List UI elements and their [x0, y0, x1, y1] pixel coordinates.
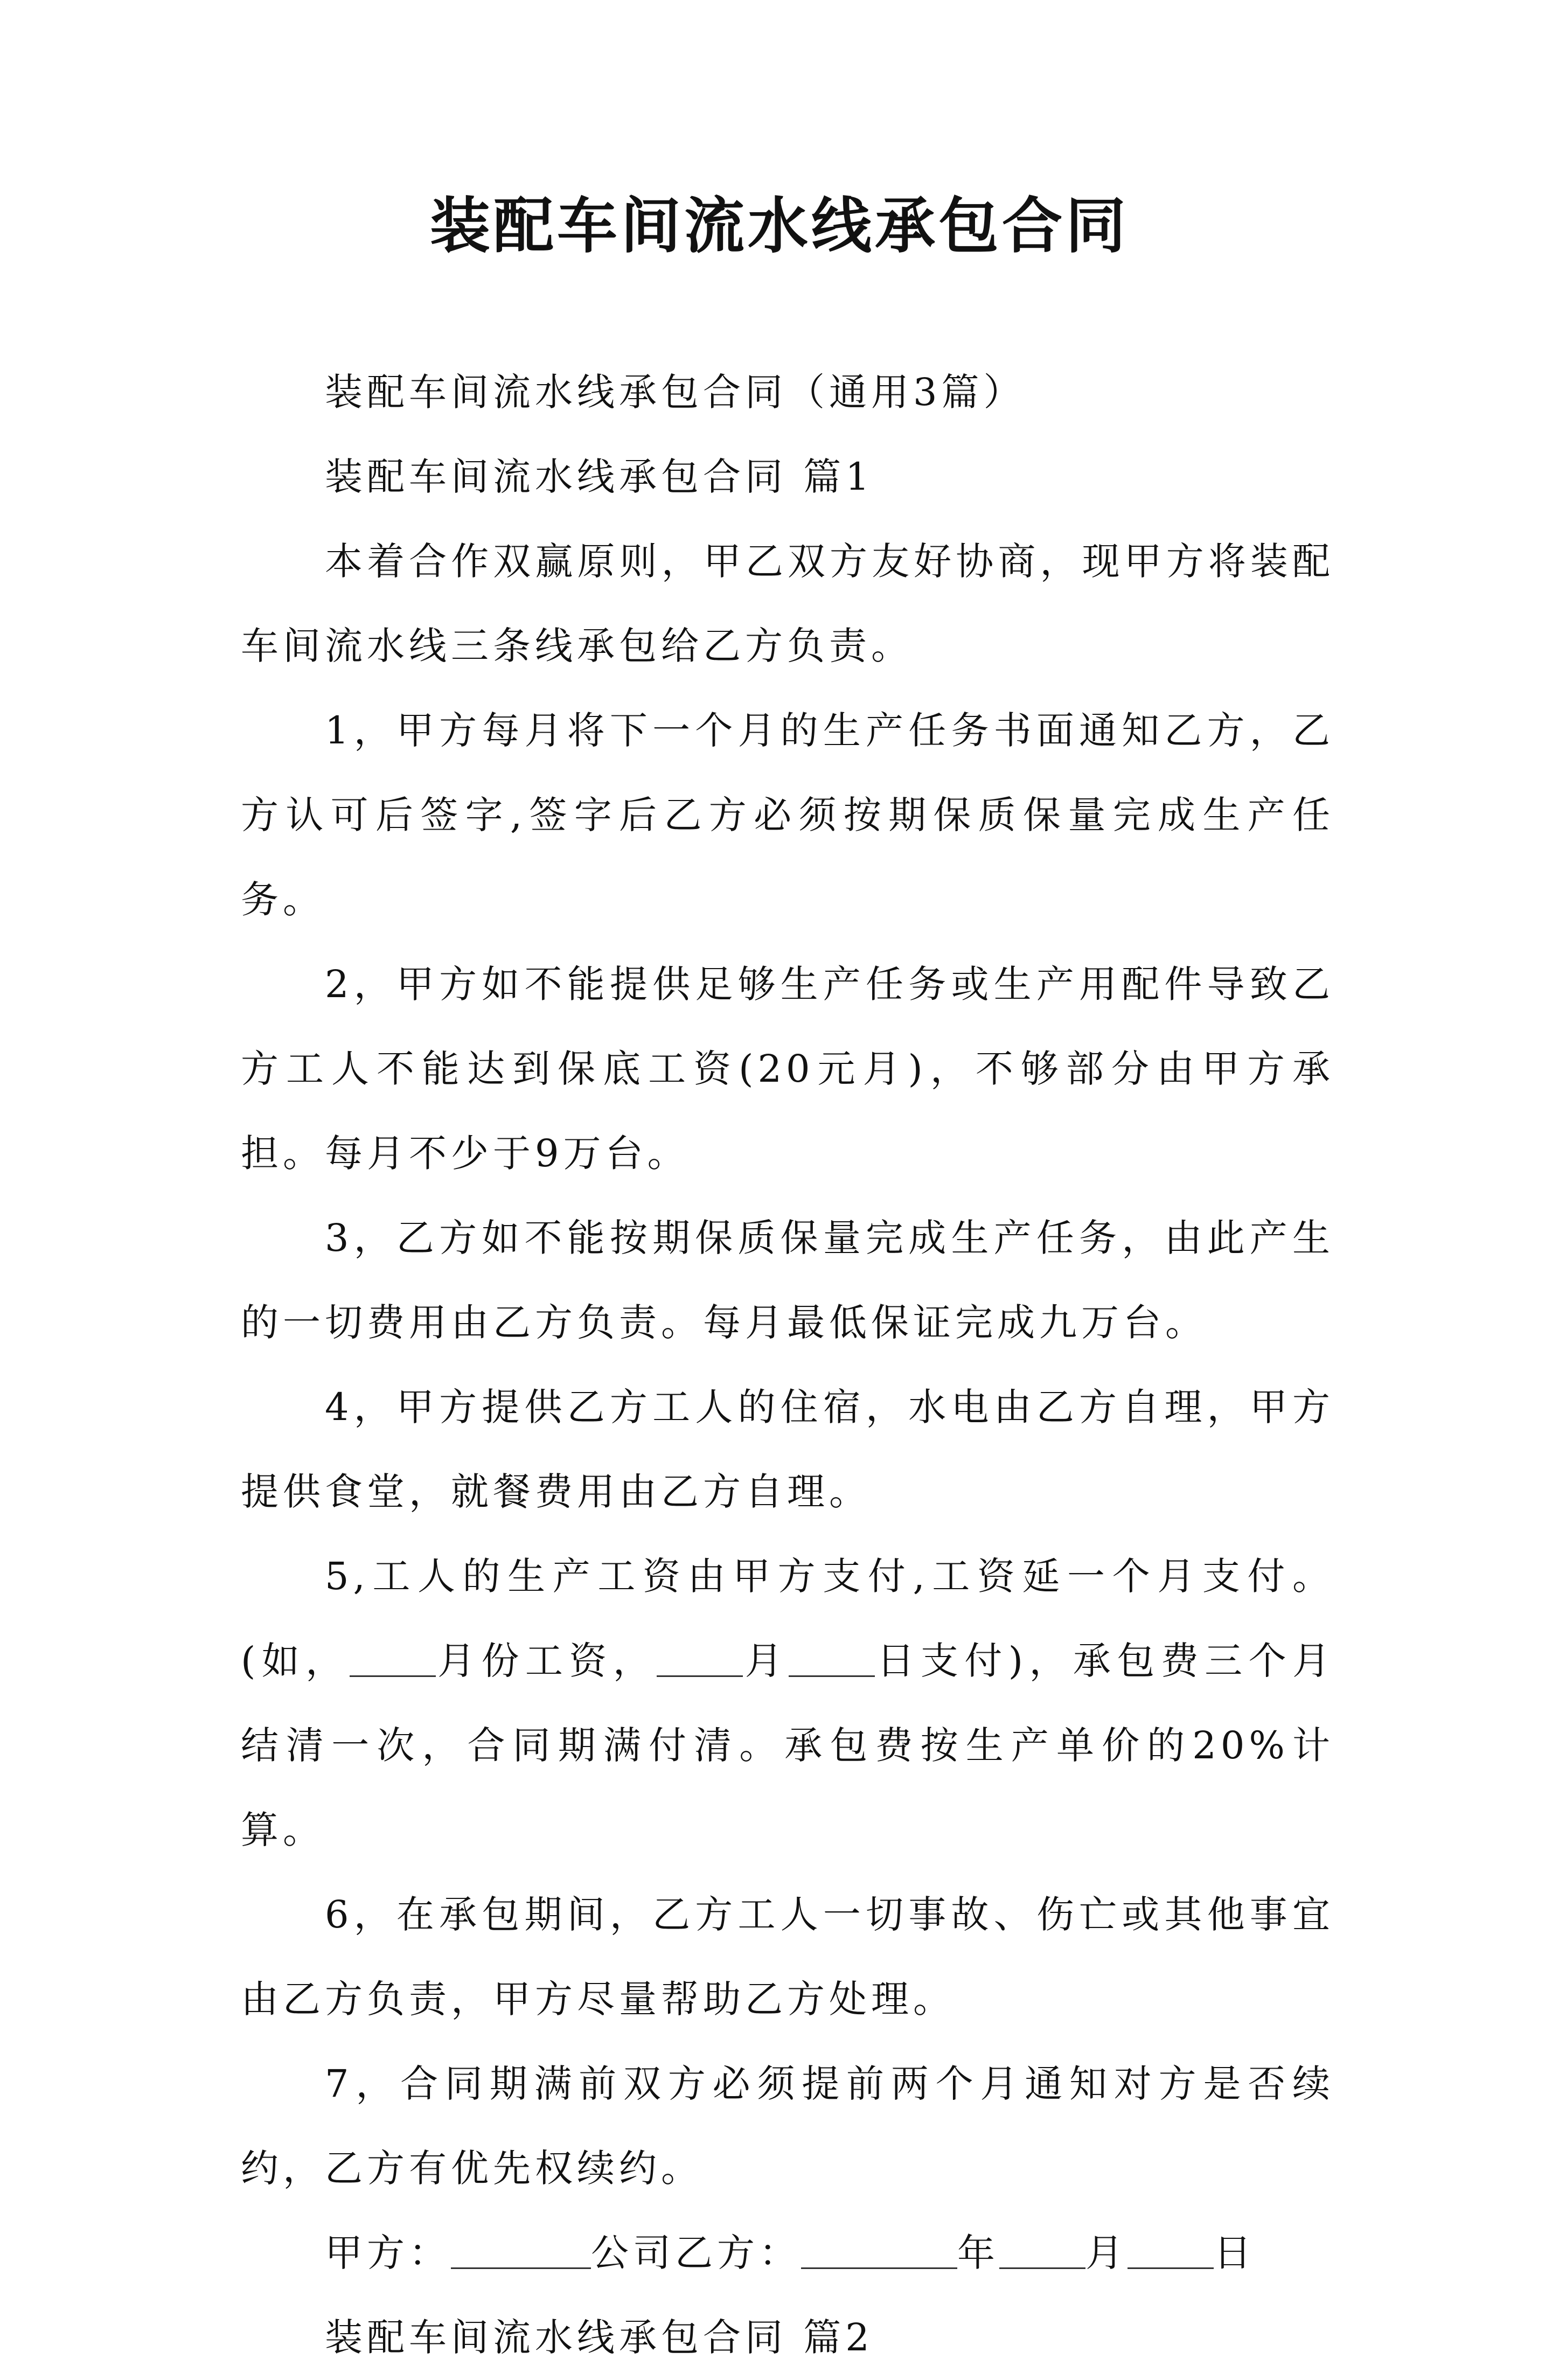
day-label: 日 — [1214, 2231, 1256, 2275]
clause-2: 2，甲方如不能提供足够生产任务或生产用配件导致乙方工人不能达到保底工资(20元月)，不够部分由甲方承担。每月不少于9万台。 — [241, 962, 1334, 1175]
blank-line — [789, 1638, 875, 1677]
part2-heading: 装配车间流水线承包合同 篇2 — [325, 2315, 874, 2360]
part1-heading: 装配车间流水线承包合同 篇1 — [325, 455, 874, 499]
document-subtitle: 装配车间流水线承包合同（通用3篇） — [325, 370, 1026, 414]
clause-5-text-b: 月份工资， — [435, 1639, 657, 1683]
intro-paragraph: 本着合作双赢原则，甲乙双方友好协商，现甲方将装配车间流水线三条线承包给乙方负责。 — [241, 539, 1334, 668]
blank-line — [801, 2230, 957, 2269]
signature-line — [241, 2211, 1334, 2295]
blank-line — [350, 1638, 436, 1677]
clause-5-text-a: 5,工人的生产工资由甲方支付,工资延一个月支付。(如， — [241, 1554, 1334, 1683]
blank-line — [999, 2230, 1085, 2269]
clause-1: 1，甲方每月将下一个月的生产任务书面通知乙方，乙方认可后签字,签字后乙方必须按期保质保量完成生产任务。 — [241, 708, 1334, 922]
clause-5-text-c: 月 — [743, 1639, 789, 1683]
blank-line — [1128, 2230, 1214, 2269]
month-label: 月 — [1085, 2231, 1128, 2275]
blank-line — [451, 2230, 591, 2269]
company-party-b-label: 公司乙方： — [591, 2231, 801, 2275]
year-label: 年 — [957, 2231, 999, 2275]
party-a-label: 甲方： — [325, 2231, 451, 2275]
document-body — [241, 350, 1334, 2380]
clause-4: 4，甲方提供乙方工人的住宿，水电由乙方自理，甲方提供食堂，就餐费用由乙方自理。 — [241, 1385, 1334, 1514]
clause-7: 7，合同期满前双方必须提前两个月通知对方是否续约，乙方有优先权续约。 — [241, 2062, 1334, 2190]
clause-6: 6，在承包期间，乙方工人一切事故、伤亡或其他事宜由乙方负责，甲方尽量帮助乙方处理。 — [241, 1892, 1334, 2021]
blank-line — [657, 1638, 743, 1677]
document-title: 装配车间流水线承包合同 — [430, 191, 1129, 261]
clause-5-text-d: 日支付)，承包费三个月结清一次，合同期满付清。承包费按生产单价的20%计算。 — [241, 1639, 1335, 1852]
clause-3: 3，乙方如不能按期保质保量完成生产任务，由此产生的一切费用由乙方负责。每月最低保证完成九万台。 — [241, 1216, 1334, 1345]
clause-5 — [241, 1534, 1334, 1873]
